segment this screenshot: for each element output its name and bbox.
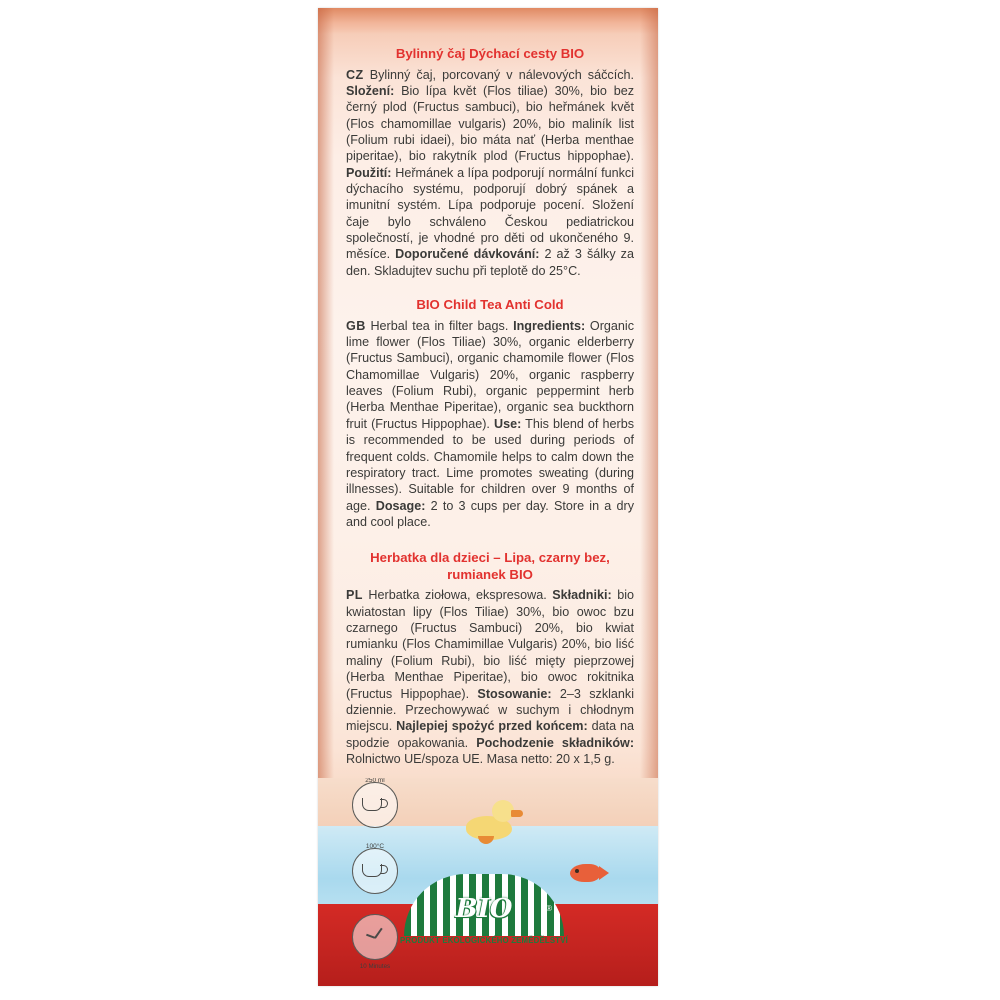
pl-language-code: PL [346,588,363,603]
cz-use: Heřmánek a lípa podporují normální funkci dýchacího systému, podporují dobrý spánek a imunitní systém. Lípa podporuje pocení. Složení čaje bylo schváleno Českou pediatrickou společností, je vhodné pro děti od ukončeného 9. měsíce. [346,165,635,262]
pl-ingredients-label: Składniki: [552,588,612,603]
bio-logo [400,874,568,954]
water-volume-icon [346,778,404,836]
cz-heading: Bylinný čaj Dýchací cesty BIO [395,46,585,61]
gb-heading: BIO Child Tea Anti Cold [416,297,564,313]
pl-origin-label: Pochodzenie składników: [476,735,635,750]
cz-dosage-label: Doporučené dávkování: [395,247,540,262]
pl-best-before: data na spodzie opakowania. [346,719,634,750]
bio-logo-caption: PRODUKT EKOLOGICKÉHO ZEMĚDĚLSTVÍ [400,936,568,945]
pl-heading: Herbatka dla dzieci – Lipa, czarny bez, rumianek BIO [370,550,610,582]
water-temperature-icon-caption: 100°C [365,843,385,850]
tea-package-side-panel [318,8,658,986]
pl-use-label: Stosowanie: [477,686,552,701]
gb-use: This blend of herbs is recommended to be used during periods of frequent colds. Chamomile helps to calm down the respiratory tract. Lime promotes sweating (during illnesses). Suitable for children over 9 months of age. [346,416,635,513]
gb-ingredients-label: Ingredients: [513,318,586,333]
gb-intro: Herbal tea in filter bags. [370,318,509,333]
gb-use-label: Use: [494,416,522,431]
pl-paragraph [346,587,634,767]
cz-use-label: Použití: [346,165,392,180]
bio-logo-word: BIO [455,894,513,924]
pl-best-before-label: Najlepiej spożyć przed końcem: [396,719,588,734]
cz-language-code: CZ [346,67,364,82]
pl-use: 2–3 szklanki dziennie. Przechowywać w suchym i chłodnym miejscu. [346,686,635,734]
rubber-duck-illustration [466,800,520,846]
package-bottom-artwork [318,778,658,986]
cz-dosage: 2 až 3 šálky za den. Skladujtev suchu při teplotě do 25°C. [346,247,634,278]
label-text-block [346,46,634,769]
orange-fish-illustration [570,864,600,882]
gb-language-code: GB [346,318,366,333]
pl-intro: Herbatka ziołowa, ekspresowa. [368,588,547,603]
cz-intro: Bylinný čaj, porcovaný v nálevových sáčcích. [369,67,635,82]
cz-paragraph [346,67,634,280]
gb-dosage-label: Dosage: [375,498,426,513]
cup-glyph [362,798,382,811]
package-top-edge [318,8,658,34]
cz-ingredients: Bio lípa květ (Flos tiliae) 30%, bio bez černý plod (Fructus sambuci), bio heřmánek květ (Flos chamomillae vulgaris) 20%, bio maliník list (Folium rubi idaei), bio máta nať (Herba menthae piperitae), bio rakytník plod (Fructus hippophae). [346,83,634,164]
gb-paragraph [346,318,634,531]
steep-time-icon-sublabel: 10 Minutes [359,962,391,970]
cz-ingredients-label: Složení: [346,83,395,98]
cup-glyph [362,864,382,877]
water-temperature-icon [346,844,404,902]
gb-dosage: 2 to 3 cups per day. Store in a dry and cool place. [346,498,635,529]
pl-ingredients: bio kwiatostan lipy (Flos Tiliae) 30%, bio owoc bzu czarnego (Fructus Sambuci) 20%, bio kwiat rumianku (Flos Chamimillae Vulgaris) 20%, bio liść maliny (Folium Rubi), bio liść mięty pieprzowej (Herba Menthae Piperitae), bio owoc rokitnika (Fructus Hippophae). [346,588,635,701]
pl-origin: Rolnictwo UE/spoza UE. Masa netto: 20 x 1,5 g. [346,751,615,766]
brewing-instruction-icons [346,778,408,976]
water-volume-icon-caption: 250 ml [365,778,385,784]
bio-logo-registered-mark: ® [546,904,552,913]
bio-logo-dome [404,874,564,936]
gb-ingredients: Organic lime flower (Flos Tiliae) 30%, organic elderberry (Fructus Sambuci), organic chamomile flower (Flos Chamomillae Vulgaris) 20%, organic raspberry leaves (Folium Rubi), organic peppermint herb (Herba Menthae Piperitae), organic sea buckthorn fruit (Fructus Hippophae). [346,318,635,431]
